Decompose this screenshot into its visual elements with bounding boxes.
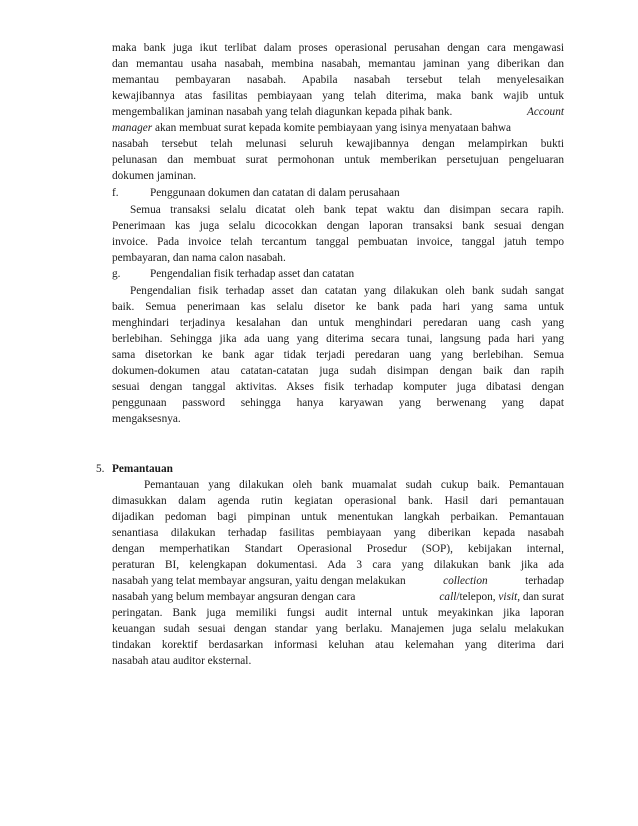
paragraph-line: dijadikan pedoman bagi pimpinan untuk menentukan langkah perbaikan. Pemantauan — [112, 511, 564, 523]
italic-term: collection — [443, 575, 488, 587]
paragraph-line: dengan memperhatikan Standart Operasional Prosedur (SOP), kebijakan internal, — [112, 543, 564, 555]
paragraph-line: Pemantauan yang dilakukan oleh bank muamalat sudah cukup baik. Pemantauan — [144, 479, 564, 491]
list-marker-g: g. — [112, 268, 121, 280]
paragraph-line: Semua transaksi selalu dicatat oleh bank tepat waktu dan disimpan secara rapih. — [130, 204, 564, 216]
paragraph-line: baik. Semua penerimaan kas selalu disetor ke bank pada hari yang sama untuk — [112, 301, 564, 313]
paragraph-line — [112, 573, 564, 589]
paragraph-line: maka bank juga ikut terlibat dalam proses operasional perusahan dengan cara mengawasi — [112, 42, 564, 54]
paragraph-line: berlebihan. Sehingga jika ada uang yang diterima secara tunai, langsung pada hari yang — [112, 333, 564, 345]
paragraph-line: pembayaran, dan nama calon nasabah. — [112, 252, 286, 264]
line-text: mengembalikan jaminan nasabah yang telah diagunkan kepada pihak bank. — [112, 106, 453, 118]
paragraph-line: sesuai dengan tanggal aktivitas. Akses fisik terhadap komputer juga dibatasi dengan — [112, 381, 564, 393]
paragraph-line: nasabah tersebut telah melunasi seluruh kewajibannya dengan melampirkan bukti — [112, 138, 564, 150]
paragraph-line: dimasukkan dalam agenda rutin kegiatan operasional bank. Hasil dari pemantauan — [112, 495, 564, 507]
paragraph-line — [112, 120, 564, 136]
paragraph-line: keuangan sudah sesuai dengan standar yang berlaku. Manajemen juga selalu melakukan — [112, 623, 564, 635]
paragraph-line: Penerimaan kas juga selalu dicocokkan dengan laporan transaksi bank sesuai dengan — [112, 220, 564, 232]
line-text: terhadap — [525, 575, 564, 587]
italic-term: visit — [498, 591, 518, 603]
paragraph-line — [112, 104, 564, 120]
section-heading: Pemantauan — [112, 463, 173, 475]
paragraph-line: pelunasan dan membuat surat permohonan untuk memberikan persetujuan pengeluaran — [112, 154, 564, 166]
paragraph-line: Pengendalian fisik terhadap asset dan catatan yang dilakukan oleh bank sudah sangat — [130, 285, 564, 297]
line-text: nasabah yang telat membayar angsuran, yaitu dengan melakukan — [112, 575, 406, 587]
paragraph-line: invoice. Pada invoice telah tercantum tanggal pembuatan invoice, tanggal jatuh tempo — [112, 236, 564, 248]
list-marker-f: f. — [112, 187, 119, 199]
paragraph-line: menghindari terjadinya kesalahan dan untuk menghindari peredaran uang cash yang — [112, 317, 564, 329]
paragraph-line: nasabah atau auditor eksternal. — [112, 655, 252, 667]
paragraph-line: dokumen jaminan. — [112, 170, 197, 182]
paragraph-line: kewajibannya atas fasilitas pembiayaan yang telah diterima, maka bank wajib untuk — [112, 90, 564, 102]
paragraph-line: dan memantau usaha nasabah, membina nasabah, memantau jaminan yang diberikan dan — [112, 58, 564, 70]
line-text: akan membuat surat kepada komite pembiayaan yang isinya menyataan bahwa — [155, 122, 512, 134]
paragraph-line: peringatan. Bank juga memiliki fungsi audit internal untuk meyakinkan jika laporan — [112, 607, 564, 619]
paragraph-line: sama disetorkan ke bank agar tidak terjadi peredaran uang yang berlebihan. Semua — [112, 349, 564, 361]
line-text: nasabah yang belum membayar angsuran dengan cara — [112, 591, 356, 603]
section-number: 5. — [96, 463, 105, 475]
paragraph-line: penggunaan password sehingga hanya karyawan yang berwenang yang dapat — [112, 397, 564, 409]
line-text: , dan surat — [517, 591, 564, 603]
italic-term: Account — [526, 106, 564, 118]
paragraph-line: senantiasa dilakukan terhadap fasilitas pembiayaan yang diberikan kepada nasabah — [112, 527, 564, 539]
paragraph-line: peraturan BI, kelengkapan dokumentasi. Ada 3 cara yang dilakukan bank jika ada — [112, 559, 564, 571]
paragraph-line: dokumen-dokumen atau catatan-catatan juga sudah disimpan dengan baik dan rapih — [112, 365, 564, 377]
paragraph-line: tindakan korektif berdasarkan informasi keluhan atau kelemahan yang diterima dari — [112, 639, 564, 651]
paragraph-line — [112, 589, 564, 605]
paragraph-line: mengaksesnya. — [112, 413, 181, 425]
paragraph-line: memantau pembayaran nasabah. Apabila nasabah tersebut telah menyelesaikan — [112, 74, 564, 86]
list-item-title-f: Penggunaan dokumen dan catatan di dalam perusahaan — [150, 187, 400, 199]
list-item-title-g: Pengendalian fisik terhadap asset dan catatan — [150, 268, 355, 280]
italic-term: manager — [112, 122, 153, 134]
line-text: /telepon, — [456, 591, 496, 603]
italic-term: call — [439, 591, 457, 603]
